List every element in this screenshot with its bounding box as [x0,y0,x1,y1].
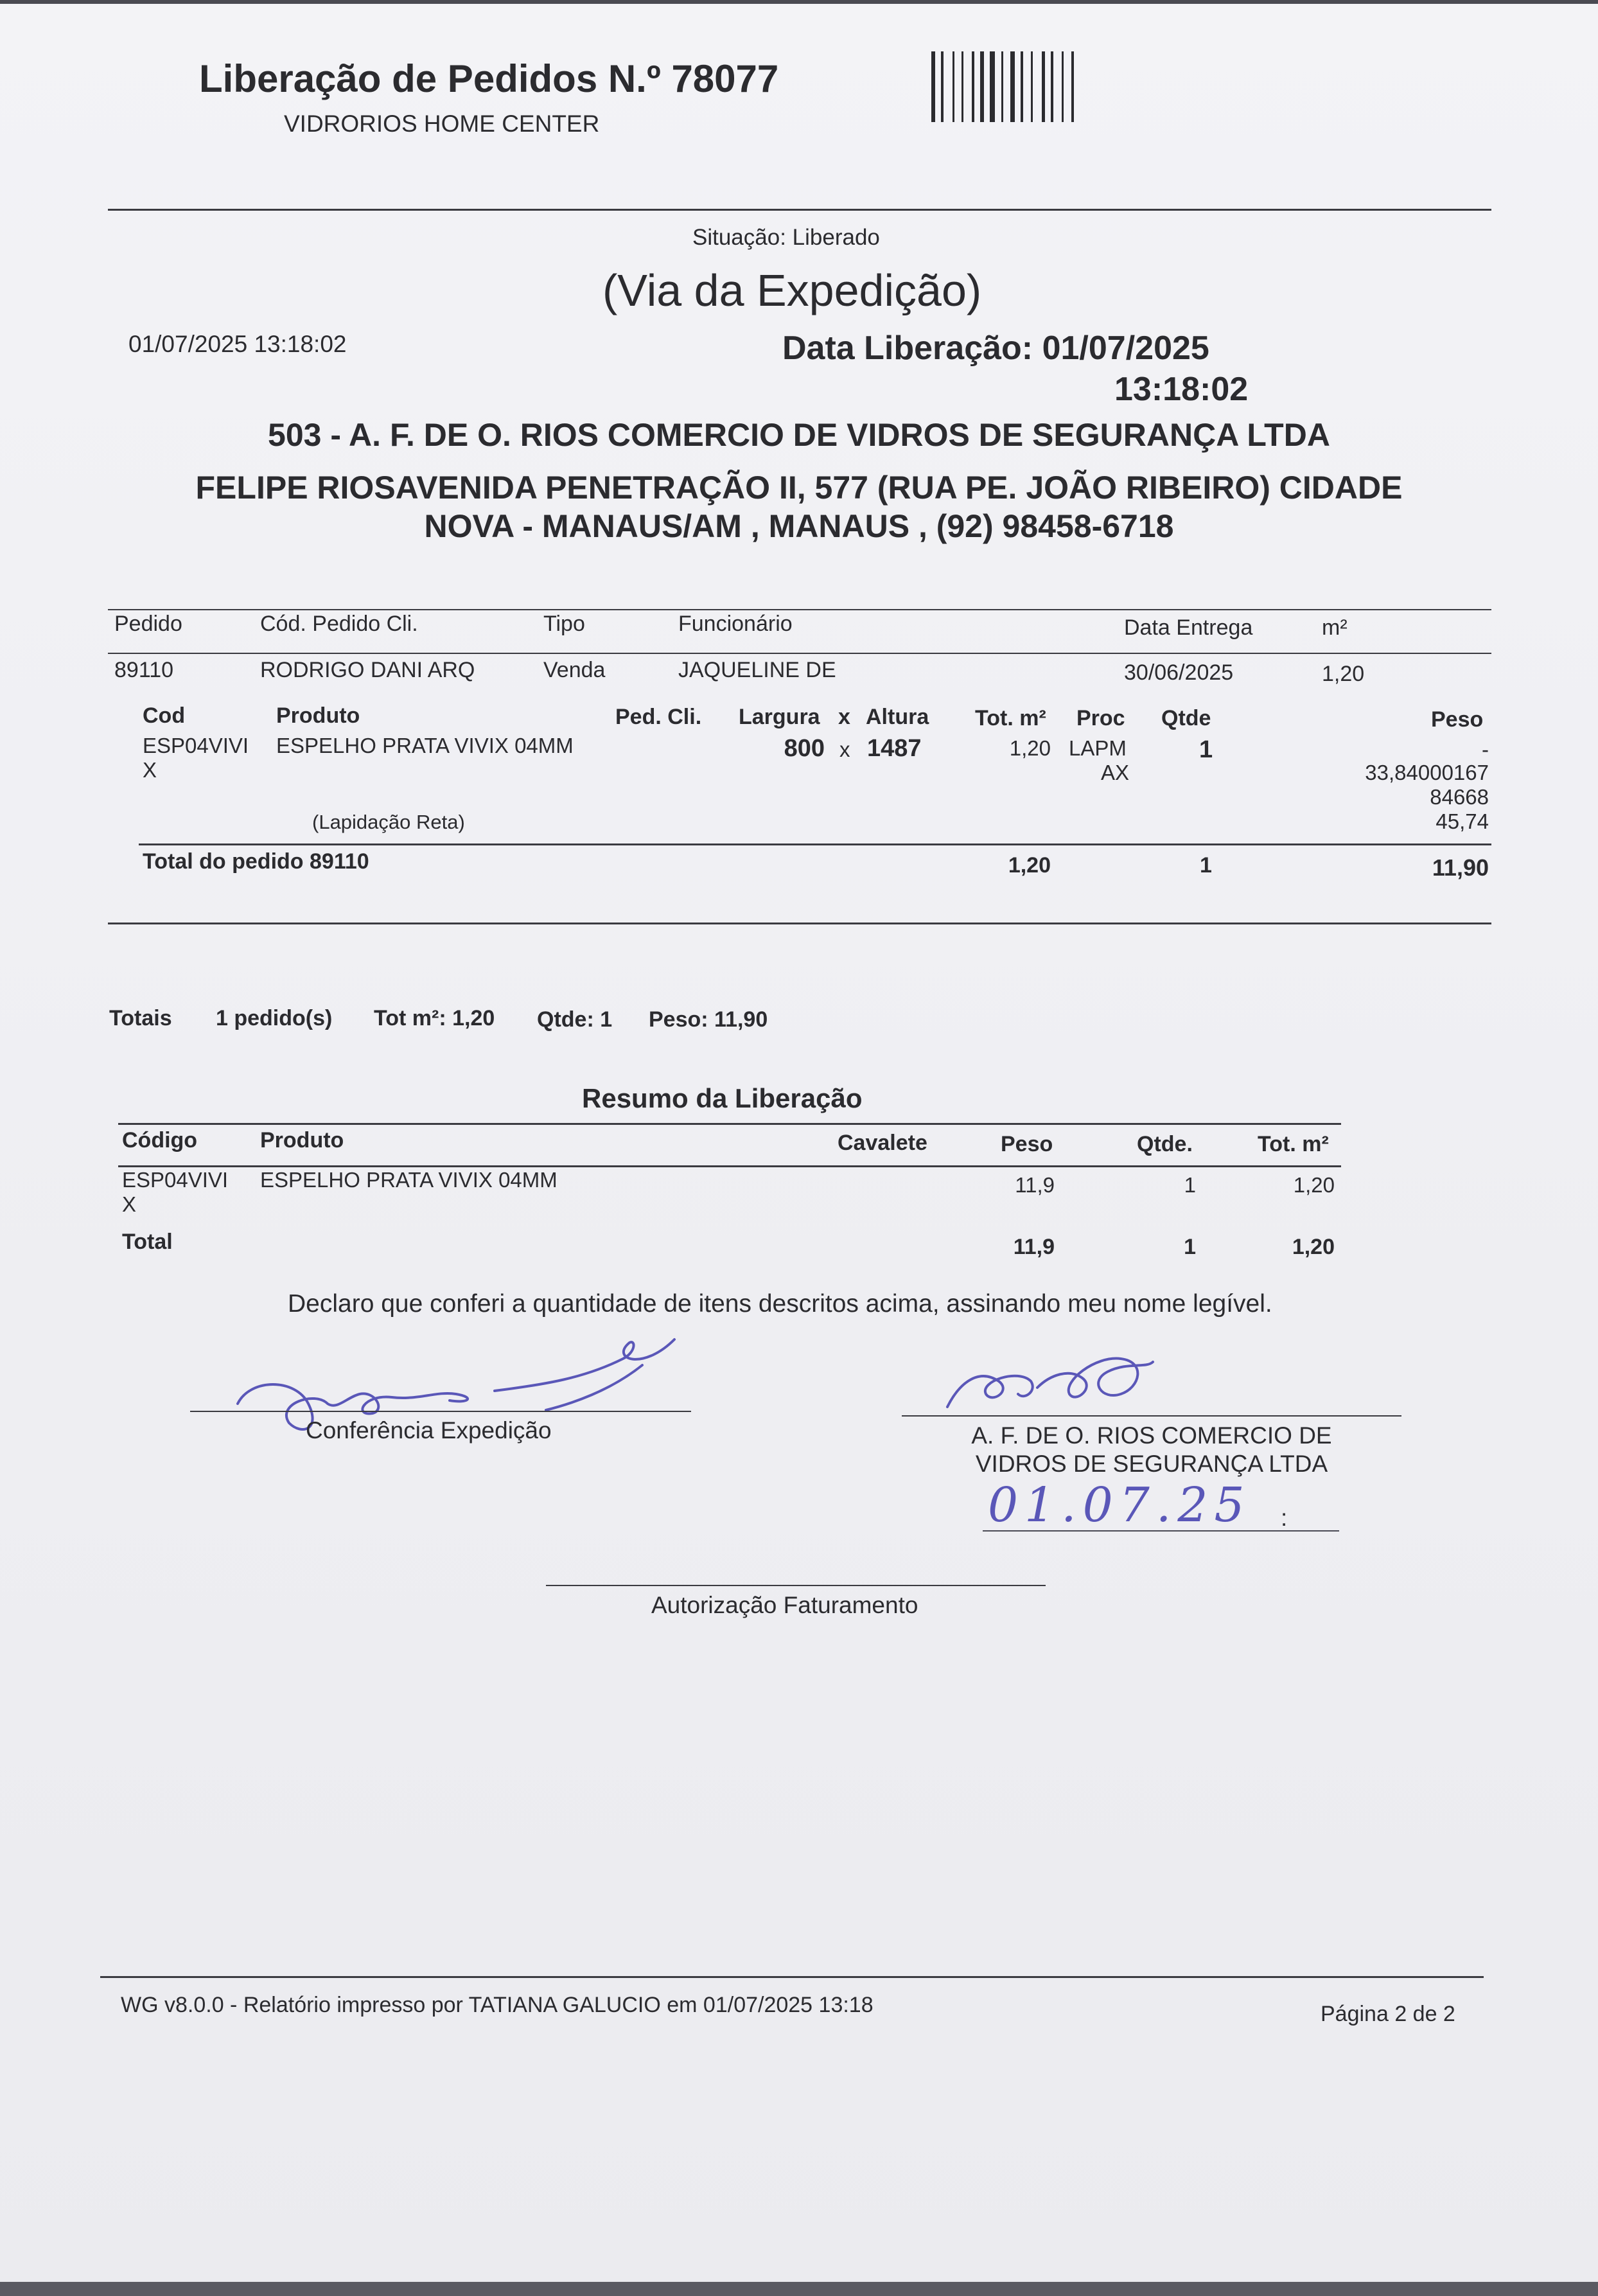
handwritten-date: 01.07.25 [988,1478,1251,1533]
item-header-tot-m2: Tot. m² [975,706,1046,730]
col-header-pedido: Pedido [114,612,182,636]
summary-header-qtde: Qtde. [1137,1132,1193,1156]
order-data-entrega: 30/06/2025 [1124,660,1234,685]
order-table-header-rule [108,653,1491,654]
client-address-line2: NOVA - MANAUS/AM , MANAUS , (92) 98458-6718 [424,508,1174,544]
item-cod-line2: X [143,758,157,782]
barcode-bar [1071,51,1074,122]
client-name: 503 - A. F. DE O. RIOS COMERCIO DE VIDROS DE SEGURANÇA LTDA [268,417,1330,453]
summary-qtde: 1 [1184,1173,1196,1197]
totals-pedidos: 1 pedido(s) [216,1006,333,1030]
order-table-top-rule [108,609,1491,610]
summary-header-rule [118,1165,1341,1167]
barcode-bar [953,51,954,122]
item-header-ped-cli: Ped. Cli. [615,705,702,729]
summary-header-codigo: Código [122,1128,198,1152]
summary-total-label: Total [122,1230,173,1254]
item-header-produto: Produto [276,703,360,728]
item-x: x [839,737,850,761]
barcode-bar [990,51,995,122]
barcode-bar [1001,51,1003,122]
item-peso-line2: 33,84000167 [1365,761,1489,784]
print-datetime: 01/07/2025 13:18:02 [128,331,347,357]
barcode-bar [1031,51,1033,122]
order-funcionario: JAQUELINE DE [678,658,836,682]
summary-codigo-line1: ESP04VIVI [122,1168,229,1192]
item-header-largura: Largura [739,705,820,729]
totals-qtde: Qtde: 1 [537,1007,613,1032]
barcode-bar [1010,51,1015,122]
order-total-label: Total do pedido 89110 [143,849,369,874]
order-cod-cli: RODRIGO DANI ARQ [260,658,475,682]
signature-label-conferencia: Conferência Expedição [306,1417,552,1444]
summary-codigo-line2: X [122,1192,137,1216]
item-header-peso: Peso [1431,707,1484,732]
summary-header-tot-m2: Tot. m² [1258,1132,1329,1156]
signature-line-autorizacao [546,1585,1046,1586]
barcode [931,51,1175,122]
item-peso-line3: 84668 [1430,785,1489,809]
company-name: VIDRORIOS HOME CENTER [284,110,600,137]
item-proc-line2: AX [1100,761,1129,784]
signature-label-autorizacao: Autorização Faturamento [651,1592,918,1618]
barcode-bar [1021,51,1023,122]
summary-total-tot-m2: 1,20 [1292,1235,1335,1259]
scan-top-edge [0,0,1598,4]
order-m2: 1,20 [1322,662,1365,686]
item-header-proc: Proc [1076,706,1125,730]
order-total-m2: 1,20 [1008,853,1051,878]
totals-label: Totais [109,1006,172,1030]
footer-rule [100,1976,1484,1978]
item-altura: 1487 [867,735,922,762]
item-peso-line4: 45,74 [1436,809,1489,833]
order-total-qtde: 1 [1200,853,1212,878]
footer-page-number: Página 2 de 2 [1321,2002,1455,2026]
signature-line-company [902,1415,1401,1417]
barcode-bar [1042,51,1045,122]
item-header-qtde: Qtde [1161,706,1211,730]
via-title: (Via da Expedição) [602,265,982,315]
summary-produto: ESPELHO PRATA VIVIX 04MM [260,1168,558,1192]
signature-company-line1: A. F. DE O. RIOS COMERCIO DE [971,1422,1332,1449]
summary-peso: 11,9 [1015,1173,1055,1197]
col-header-data-entrega: Data Entrega [1124,615,1253,640]
item-proc-line1: LAPM [1069,736,1127,760]
order-tipo: Venda [543,658,606,682]
summary-header-peso: Peso [1001,1132,1053,1156]
totals-peso: Peso: 11,90 [649,1007,768,1032]
item-header-altura: Altura [866,705,929,729]
handwritten-signature-company [941,1343,1159,1423]
item-header-x: x [838,705,850,729]
order-table-bottom-rule [108,923,1491,924]
item-largura: 800 [784,735,825,762]
summary-total-qtde: 1 [1184,1235,1196,1259]
col-header-tipo: Tipo [543,612,585,636]
document-title: Liberação de Pedidos N.º 78077 [199,57,779,100]
order-total-peso: 11,90 [1432,854,1489,881]
totals-m2: Tot m²: 1,20 [374,1006,495,1030]
summary-header-cavalete: Cavalete [838,1131,927,1155]
summary-tot-m2: 1,20 [1293,1173,1335,1197]
signature-company-line2: VIDROS DE SEGURANÇA LTDA [975,1451,1328,1477]
signature-line-conferencia [190,1411,691,1412]
barcode-bar [931,51,935,122]
barcode-bar [1062,51,1064,122]
barcode-bar [972,51,974,122]
item-cod-line1: ESP04VIVI [143,734,249,757]
barcode-bar [961,51,963,122]
summary-total-peso: 11,9 [1013,1235,1055,1259]
item-produto: ESPELHO PRATA VIVIX 04MM [276,734,574,757]
summary-top-rule [118,1123,1341,1125]
time-separator: : [1281,1505,1288,1531]
col-header-funcionario: Funcionário [678,612,793,636]
summary-title: Resumo da Liberação [582,1083,863,1113]
barcode-bar [980,51,984,122]
items-total-rule [139,843,1491,845]
item-process-note: (Lapidação Reta) [312,811,465,833]
col-header-m2: m² [1322,615,1348,640]
declaration-text: Declaro que conferi a quantidade de itens descritos acima, assinando meu nome legível. [288,1290,1272,1318]
header-divider [108,209,1491,211]
release-time: 13:18:02 [1114,371,1249,408]
col-header-cod-cli: Cód. Pedido Cli. [260,612,418,636]
release-date: Data Liberação: 01/07/2025 [782,330,1209,367]
barcode-bar [1051,51,1053,122]
status-text: Situação: Liberado [692,225,880,250]
item-peso-line1: - [1482,737,1489,761]
barcode-bar [941,51,944,122]
scan-bottom-edge [0,2282,1598,2296]
footer-printed-by: WG v8.0.0 - Relatório impresso por TATIANA GALUCIO em 01/07/2025 13:18 [121,1993,874,2017]
summary-header-produto: Produto [260,1128,344,1152]
item-header-cod: Cod [143,703,186,728]
item-qtde: 1 [1199,736,1213,763]
client-address-line1: FELIPE RIOSAVENIDA PENETRAÇÃO II, 577 (RUA PE. JOÃO RIBEIRO) CIDADE [195,470,1403,506]
item-tot-m2: 1,20 [1009,736,1051,760]
order-pedido: 89110 [114,658,174,682]
